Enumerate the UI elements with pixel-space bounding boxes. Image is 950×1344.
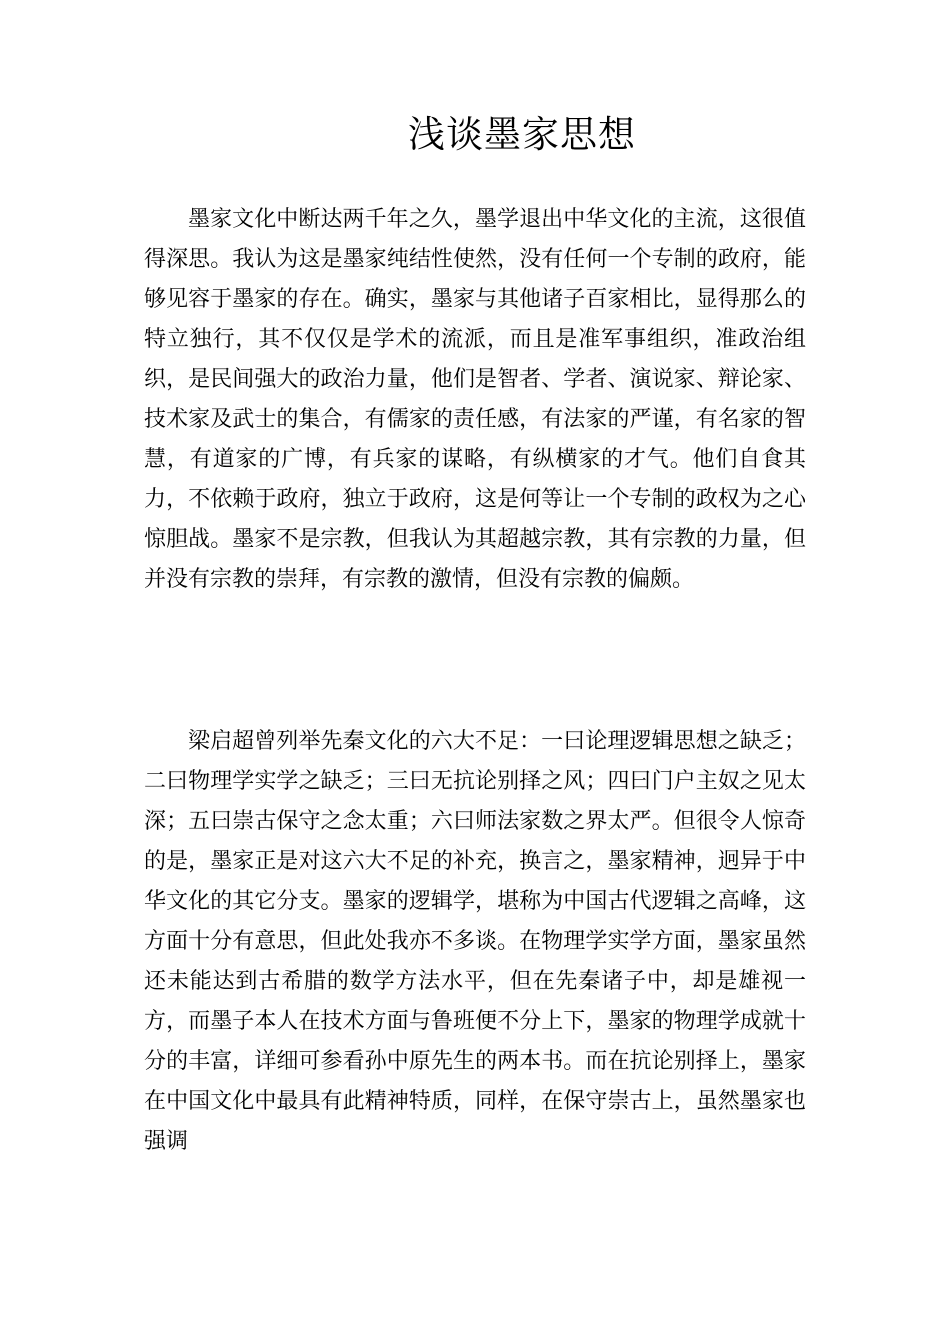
paragraph-2: 梁启超曾列举先秦文化的六大不足：一曰论理逻辑思想之缺乏；二曰物理学实学之缺乏；三曰无抗论别择之风；四曰门户主奴之见太深；五曰崇古保守之念太重；六曰师法家数之界太严。但很令人惊奇的是，墨家正是对这六大不足的补充，换言之，墨家精神，迥异于中华文化的其它分支。墨家的逻辑学，堪称为中国古代逻辑之高峰，这方面十分有意思，但此处我亦不多谈。在物理学实学方面，墨家虽然还未能达到古希腊的数学方法水平，但在先秦诸子中，却是雄视一方，而墨子本人在技术方面与鲁班便不分上下，墨家的物理学成就十分的丰富，详细可参看孙中原先生的两本书。而在抗论别择上，墨家在中国文化中最具有此精神特质，同样，在保守崇古上，虽然墨家也强调 <box>144 729 806 1154</box>
document-title: 浅谈墨家思想 <box>408 113 636 156</box>
paragraph-1-block <box>144 200 806 600</box>
paragraph-2-block <box>144 722 806 1162</box>
paragraph-1: 墨家文化中断达两千年之久，墨学退出中华文化的主流，这很值得深思。我认为这是墨家纯结性使然，没有任何一个专制的政府，能够见容于墨家的存在。确实，墨家与其他诸子百家相比，显得那么的特立独行，其不仅仅是学术的流派，而且是准军事组织，准政治组织，是民间强大的政治力量，他们是智者、学者、演说家、辩论家、技术家及武士的集合，有儒家的责任感，有法家的严谨，有名家的智慧，有道家的广博，有兵家的谋略，有纵横家的才气。他们自食其力，不依赖于政府，独立于政府，这是何等让一个专制的政权为之心惊胆战。墨家不是宗教，但我认为其超越宗教，其有宗教的力量，但并没有宗教的崇拜，有宗教的激情，但没有宗教的偏颇。 <box>144 207 806 592</box>
